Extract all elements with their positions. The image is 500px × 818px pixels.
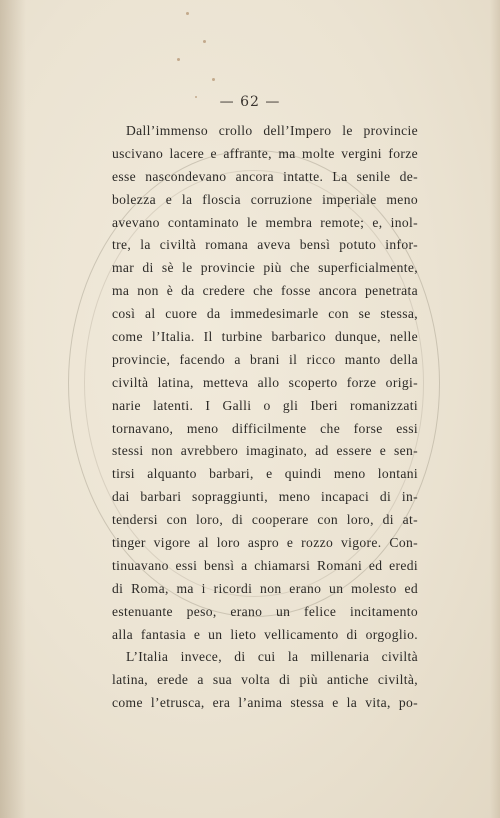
text-line: come l’Italia. Il turbine barbarico dunque, nelle (112, 329, 418, 345)
page-number: — 62 — (219, 94, 281, 110)
text-line: estenuante peso, erano un felice incitamento (112, 603, 418, 619)
text-line: di Roma, ma i ricordi non erano un molesto ed (112, 580, 418, 596)
paper-speck (186, 12, 189, 15)
text-line: tinger vigore al loro aspro e rozzo vigore. Con- (112, 535, 418, 551)
text-line: bolezza e la floscia corruzione imperiale meno (112, 191, 418, 207)
text-line: mar di sè le provincie più che superficialmente, (112, 260, 418, 276)
text-line: Dall’immenso crollo dell’Impero le provincie (126, 123, 418, 138)
text-line: civiltà latina, metteva allo scoperto forze origi- (112, 374, 418, 390)
text-line: tinuavano essi bensì a chiamarsi Romani ed eredi (112, 557, 418, 573)
text-line: esse nascondevano ancora intatte. La senile de- (112, 168, 418, 184)
text-line: dai barbari sopraggiunti, meno incapaci di in- (112, 489, 418, 505)
text-line: tre, la civiltà romana aveva bensì potuto infor- (112, 237, 418, 253)
text-line: alla fantasia e un lieto vellicamento di orgoglio. (112, 626, 418, 642)
text-line: uscivano lacere e affrante, ma molte vergini forze (112, 145, 418, 161)
text-line: avevano contaminato le membra remote; e, inol- (112, 214, 418, 230)
page-edge (490, 0, 500, 818)
text-line: tirsi alquanto barbari, e quindi meno lontani (112, 466, 418, 482)
paper-speck (203, 40, 206, 43)
text-line: tendersi con loro, di cooperare con loro, di at- (112, 512, 418, 528)
text-line: narie latenti. I Galli o gli Iberi romanizzati (112, 397, 418, 413)
paper-speck (177, 58, 180, 61)
text-line: così al cuore da immedesimarle con se stessa, (112, 306, 418, 322)
text-line: stessi non avrebbero imaginato, ad essere e sen- (112, 443, 418, 459)
text-line: come l’etrusca, era l’anima stessa e la vita, po- (112, 695, 418, 711)
text-line: L’Italia invece, di cui la millenaria civiltà (126, 649, 418, 665)
text-line: latina, erede a sua volta di più antiche civiltà, (112, 672, 418, 688)
text-line: provincie, facendo a brani il ricco manto della (112, 351, 418, 367)
paper-speck (212, 78, 215, 81)
text-line: ma non è da credere che fosse ancora penetrata (112, 283, 418, 299)
spine-shadow (0, 0, 26, 818)
body-text (112, 120, 418, 715)
text-line: tornavano, meno difficilmente che forse essi (112, 420, 418, 436)
